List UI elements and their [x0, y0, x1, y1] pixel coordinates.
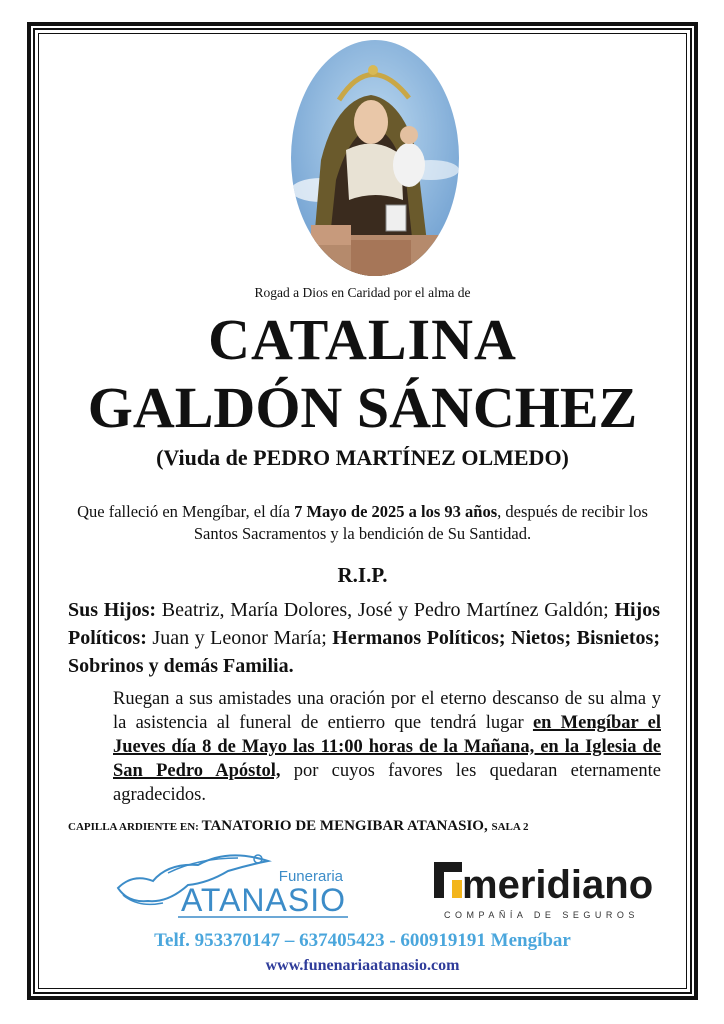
- meridiano-name-word: meridiano: [462, 863, 654, 907]
- death-text-1: Que falleció en Mengíbar, el día: [77, 502, 295, 521]
- hijos-names: Beatriz, María Dolores, José y Pedro Martínez Galdón;: [156, 599, 615, 621]
- virgin-portrait-image: [291, 40, 459, 276]
- capilla-sala: SALA 2: [491, 821, 529, 833]
- meridiano-subtitle: COMPAÑÍA DE SEGUROS: [444, 910, 639, 920]
- deceased-first-name: CATALINA: [208, 307, 517, 372]
- politicos-label: Hijos Políticos:: [68, 599, 660, 649]
- atanasio-funeraria-word: Funeraria: [278, 868, 343, 885]
- death-paragraph: [70, 501, 655, 545]
- phone-numbers: Telf. 953370147 – 637405423 - 600919191 Mengíbar: [154, 930, 571, 951]
- death-date-age: 7 Mayo de 2025 a los 93 años: [294, 502, 498, 521]
- atanasio-name-word: ATANASIO: [180, 882, 346, 918]
- capilla-label: CAPILLA ARDIENTE EN:: [68, 821, 202, 833]
- funeraria-atanasio-logo: [108, 843, 358, 921]
- capilla-sep: ,: [483, 818, 492, 834]
- capilla-line: [68, 818, 668, 835]
- politicos-names: Juan y Leonor María;: [146, 627, 333, 649]
- deceased-surnames: GALDÓN SÁNCHEZ: [87, 375, 638, 440]
- funeral-text-1: Ruegan a sus amistades una oración por el eterno descanso de su alma y la asistencia al funeral de entierro que tendrá lugar: [113, 689, 661, 733]
- funeral-location-time: en Mengíbar el Jueves día 8 de Mayo las 11:00 horas de la Mañana, en la Iglesia de San Pedro Apóstol,: [113, 713, 661, 781]
- website-url: www.funenariaatanasio.com: [265, 957, 460, 974]
- intro-text: Rogad a Dios en Caridad por el alma de: [254, 285, 471, 300]
- hijos-label: Sus Hijos:: [68, 599, 157, 621]
- rip-heading: R.I.P.: [337, 563, 388, 587]
- death-text-2: , después de recibir los Santos Sacramentos y la bendición de Su Santidad.: [193, 502, 648, 543]
- meridiano-logo: [430, 850, 654, 922]
- family-paragraph: [68, 596, 660, 680]
- funeral-paragraph: [113, 687, 661, 807]
- capilla-place: TANATORIO DE MENGIBAR ATANASIO: [201, 818, 484, 834]
- family-rest: Hermanos Políticos; Nietos; Bisnietos; Sobrinos y demás Familia.: [68, 627, 660, 677]
- funeral-text-2: por cuyos favores les quedaran eternamente agradecidos.: [113, 761, 661, 805]
- widow-line: (Viuda de PEDRO MARTÍNEZ OLMEDO): [156, 445, 569, 470]
